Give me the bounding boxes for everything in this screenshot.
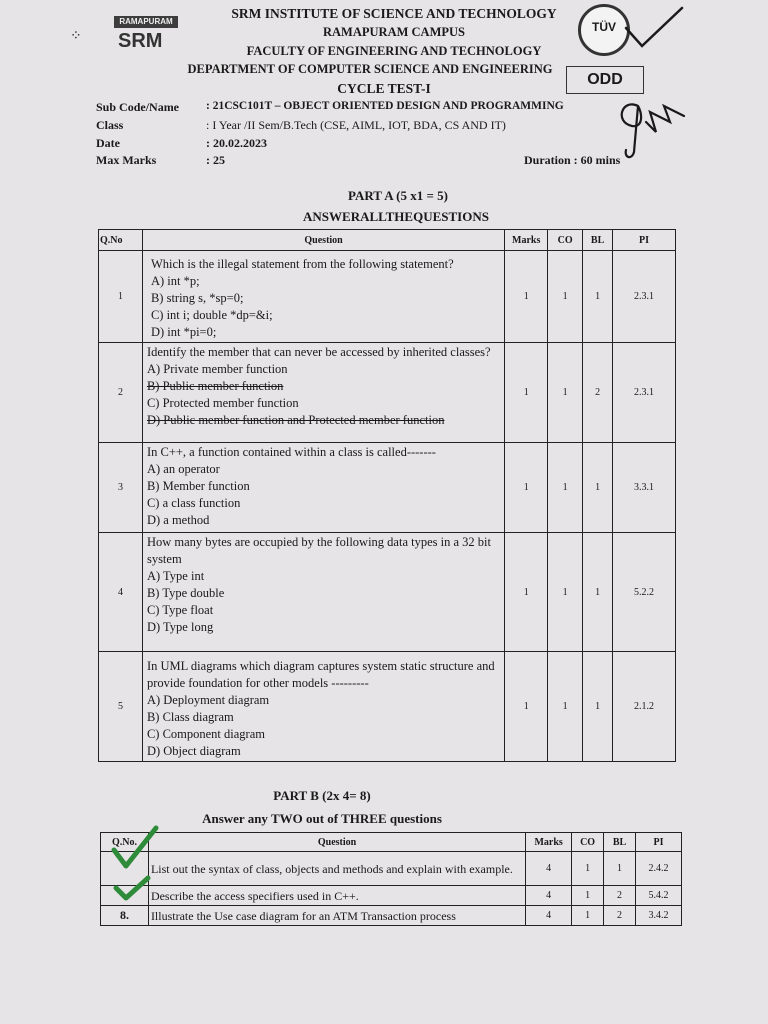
col-pi: PI [636, 833, 682, 852]
q-co: 1 [548, 533, 583, 652]
q-option: A) Private member function [146, 362, 288, 376]
q-marks: 1 [505, 443, 548, 533]
q-option: B) string s, *sp=0; [150, 291, 244, 305]
q-option: C) Component diagram [146, 727, 265, 741]
q-bl: 1 [583, 251, 613, 343]
table-header [101, 833, 682, 852]
q-stem: Identify the member that can never be accessed by inherited classes? [146, 345, 491, 359]
q-option: A) an operator [146, 462, 220, 476]
col-marks: Marks [505, 230, 548, 251]
part-b-title: PART B (2x 4= 8) [273, 788, 371, 803]
logo-banner: RAMAPURAM [114, 16, 178, 28]
q-option: D) Public member function and Protected member function [146, 413, 445, 427]
col-question: Question [142, 230, 504, 251]
q-option: D) Type long [146, 620, 214, 634]
q-pi: 2.1.2 [613, 652, 676, 762]
q-number: 1 [99, 251, 143, 343]
q-option: C) Type float [146, 603, 214, 617]
faculty-name: FACULTY OF ENGINEERING AND TECHNOLOGY [246, 44, 542, 58]
q-co: 1 [548, 251, 583, 343]
table-row [101, 852, 682, 886]
sub-label: Sub Code/Name [96, 100, 180, 114]
q-marks: 4 [526, 852, 572, 886]
q-stem: In UML diagrams which diagram captures system static structure and provide foundation for other models --------- [146, 659, 495, 690]
q-co: 1 [548, 443, 583, 533]
tuv-seal: TÜV [578, 4, 630, 56]
q-bl: 2 [604, 886, 636, 906]
q-text: Illustrate the Use case diagram for an ATM Transaction process [148, 906, 525, 926]
q-co: 1 [572, 852, 604, 886]
q-bl: 1 [604, 852, 636, 886]
part-a-title: PART A (5 x1 = 5) [347, 188, 448, 203]
green-check-icon [112, 874, 152, 902]
table-row [99, 251, 676, 343]
q-co: 1 [572, 886, 604, 906]
table-row [101, 906, 682, 926]
table-row [99, 343, 676, 443]
q-marks: 1 [505, 343, 548, 443]
q-option: D) a method [146, 513, 210, 527]
q-number: 8. [101, 906, 149, 926]
sub-value: : 21CSC101T – OBJECT ORIENTED DESIGN AND PROGRAMMING [206, 100, 564, 112]
part-a-table [98, 229, 676, 762]
q-bl: 1 [583, 652, 613, 762]
part-b-table [100, 832, 682, 926]
q-pi: 2.4.2 [636, 852, 682, 886]
q-option: A) Type int [146, 569, 205, 583]
q-stem: In C++, a function contained within a class is called------- [146, 445, 436, 459]
q-text: Describe the access specifiers used in C++. [148, 886, 525, 906]
marks-value: : 25 [206, 153, 225, 167]
col-qno: Q.No [99, 230, 143, 251]
q-bl: 2 [583, 343, 613, 443]
q-co: 1 [572, 906, 604, 926]
q-option: C) a class function [146, 496, 241, 510]
q-option: B) Type double [146, 586, 225, 600]
q-pi: 5.4.2 [636, 886, 682, 906]
q-number: 5 [99, 652, 143, 762]
q-option: B) Public member function [146, 379, 284, 393]
col-pi: PI [613, 230, 676, 251]
q-stem: How many bytes are occupied by the following data types in a 32 bit system [146, 535, 491, 566]
odd-box: ODD [566, 66, 644, 94]
q-option: D) Object diagram [146, 744, 241, 758]
test-title: CYCLE TEST-I [337, 81, 431, 96]
q-option: A) int *p; [150, 274, 200, 288]
marks-label: Max Marks [96, 153, 157, 167]
q-option: C) int i; double *dp=&i; [150, 308, 273, 322]
logo-name: SRM [118, 30, 163, 52]
table-row [99, 652, 676, 762]
col-bl: BL [604, 833, 636, 852]
date-label: Date [96, 136, 120, 150]
q-option: C) Protected member function [146, 396, 299, 410]
date-value: : 20.02.2023 [206, 136, 267, 150]
col-marks: Marks [526, 833, 572, 852]
q-co: 1 [548, 652, 583, 762]
q-marks: 1 [505, 251, 548, 343]
q-number: 2 [99, 343, 143, 443]
table-header [99, 230, 676, 251]
duration: Duration : 60 mins [524, 153, 621, 167]
campus-name: RAMAPURAM CAMPUS [323, 25, 465, 39]
col-bl: BL [583, 230, 613, 251]
q-number: 3 [99, 443, 143, 533]
q-option: A) Deployment diagram [146, 693, 270, 707]
q-option: B) Member function [146, 479, 250, 493]
q-pi: 3.4.2 [636, 906, 682, 926]
q-option: D) int *pi=0; [150, 325, 217, 339]
q-co: 1 [548, 343, 583, 443]
q-marks: 1 [505, 533, 548, 652]
q-bl: 2 [604, 906, 636, 926]
q-bl: 1 [583, 533, 613, 652]
q-pi: 2.3.1 [613, 251, 676, 343]
part-b-instruction: Answer any TWO out of THREE questions [202, 811, 442, 826]
q-marks: 1 [505, 652, 548, 762]
q-stem: Which is the illegal statement from the following statement? [150, 257, 454, 271]
table-row [99, 533, 676, 652]
col-co: CO [572, 833, 604, 852]
institute-name: SRM INSTITUTE OF SCIENCE AND TECHNOLOGY [231, 6, 557, 21]
q-number: 4 [99, 533, 143, 652]
q-marks: 4 [526, 886, 572, 906]
q-pi: 5.2.2 [613, 533, 676, 652]
q-pi: 3.3.1 [613, 443, 676, 533]
table-row [99, 443, 676, 533]
part-a-instruction: ANSWERALLTHEQUESTIONS [303, 209, 489, 224]
green-check-icon [110, 824, 160, 872]
col-question: Question [148, 833, 525, 852]
handwritten-signature [612, 92, 692, 162]
q-marks: 4 [526, 906, 572, 926]
department-name: DEPARTMENT OF COMPUTER SCIENCE AND ENGINEERING [187, 62, 553, 76]
col-qno: Q.No. [101, 833, 149, 852]
q-option: B) Class diagram [146, 710, 234, 724]
class-value: : I Year /II Sem/B.Tech (CSE, AIML, IOT, BDA, CS AND IT) [206, 118, 506, 132]
col-co: CO [548, 230, 583, 251]
q-pi: 2.3.1 [613, 343, 676, 443]
q-text: List out the syntax of class, objects and methods and explain with example. [148, 852, 525, 886]
table-row [101, 886, 682, 906]
class-label: Class [96, 118, 124, 132]
speck-mark: ⁘ [70, 29, 82, 44]
q-bl: 1 [583, 443, 613, 533]
